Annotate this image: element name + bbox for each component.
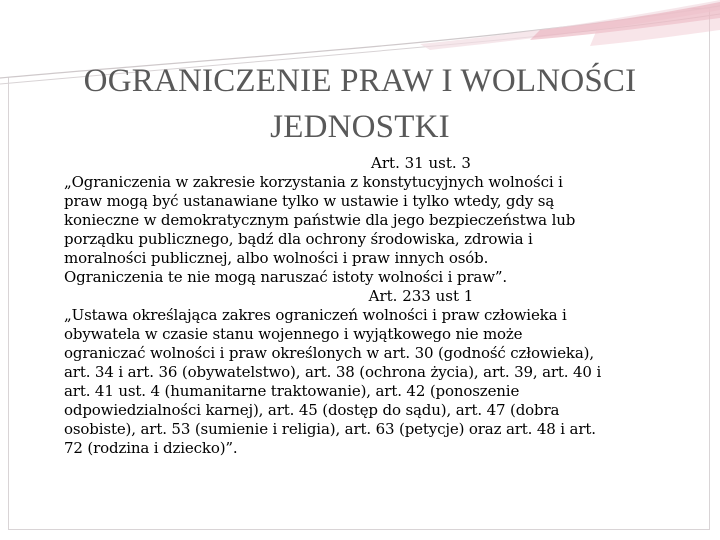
article-233-line: obywatela w czasie stanu wojennego i wyjątkowego nie może [64,325,523,343]
article-233-line: osobiste), art. 53 (sumienie i religia), art. 63 (petycje) oraz art. 48 i art. [64,420,596,438]
title-line-2: JEDNOSTKI [270,109,450,145]
article-233-line: ograniczać wolności i praw określonych w art. 30 (godność człowieka), [64,344,594,362]
article-31-line: Ograniczenia te nie mogą naruszać istoty wolności i praw”. [64,268,508,286]
article-31-line: moralności publicznej, albo wolności i praw innych osób. [64,249,489,267]
article-233-line: art. 34 i art. 36 (obywatelstwo), art. 38 (ochrona życia), art. 39, art. 40 i [64,363,602,381]
article-233-line: 72 (rodzina i dziecko)”. [64,439,238,457]
article-31-line: porządku publicznego, bądź dla ochrony środowiska, zdrowia i [64,230,533,248]
article-31-line: praw mogą być ustanawiane tylko w ustawie i tylko wtedy, gdy są [64,192,555,210]
article-233-line: art. 41 ust. 4 (humanitarne traktowanie), art. 42 (ponoszenie [64,382,520,400]
article-233-line: odpowiedzialności karnej), art. 45 (dostęp do sądu), art. 47 (dobra [64,401,560,419]
title-line-1: OGRANICZENIE PRAW I WOLNOŚCI [83,63,637,99]
article-31-line: konieczne w demokratycznym państwie dla jego bezpieczeństwa lub [64,211,576,229]
article-31-heading: Art. 31 ust. 3 [371,154,471,172]
article-233-heading: Art. 233 ust 1 [368,287,474,305]
article-31-line: „Ograniczenia w zakresie korzystania z konstytucyjnych wolności i [64,173,563,191]
article-233-line: „Ustawa określająca zakres ograniczeń wolności i praw człowieka i [64,306,567,324]
slide-title [20,58,700,150]
slide-content [64,154,678,458]
